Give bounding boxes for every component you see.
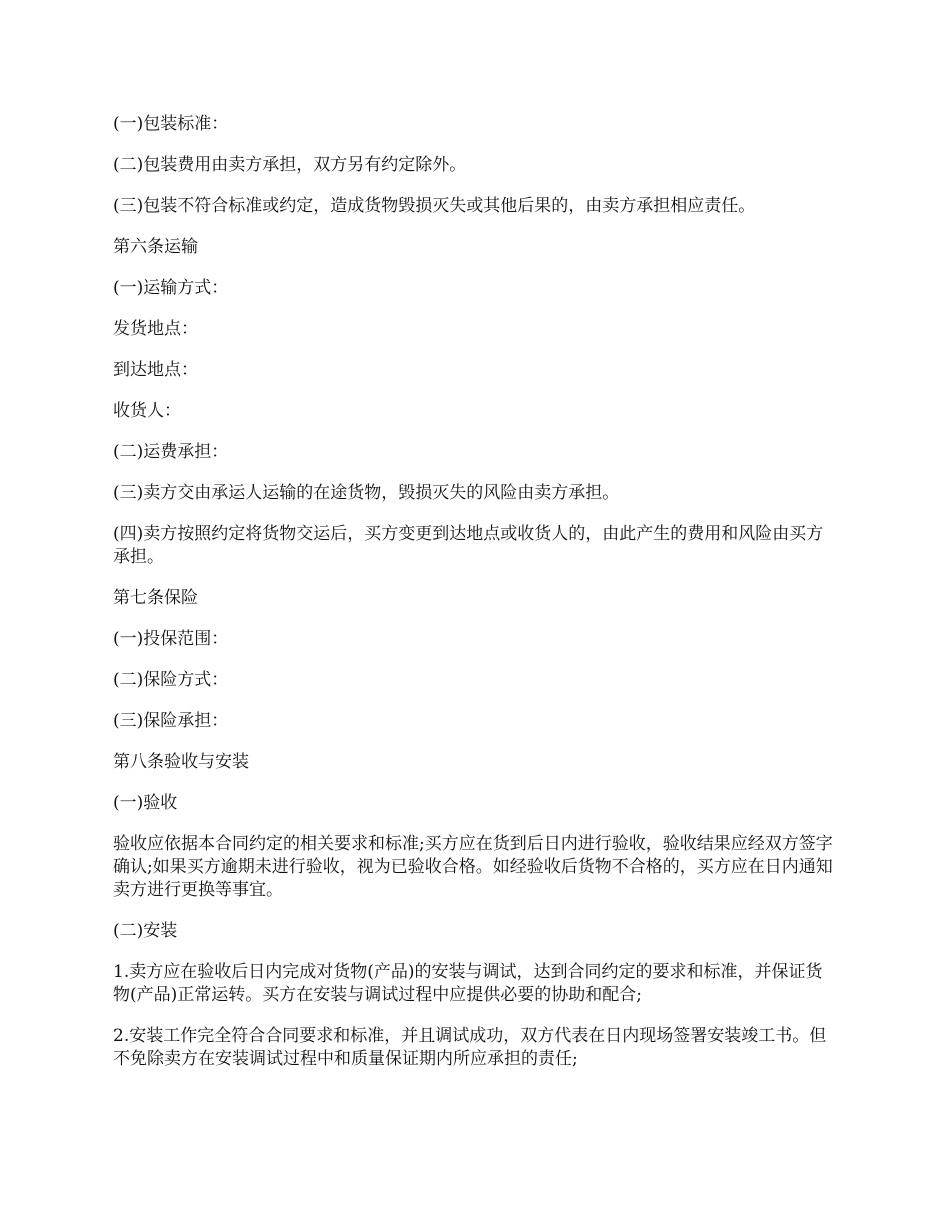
- subheading-acceptance: (一)验收: [113, 793, 178, 813]
- section-heading-insurance: 第七条保险: [113, 588, 198, 608]
- paragraph-insurance-bearer: (三)保险承担：: [113, 711, 229, 731]
- section-heading-acceptance-installation: 第八条验收与安装: [113, 752, 249, 772]
- paragraph-insurance-method: (二)保险方式：: [113, 670, 229, 690]
- section-heading-transport: 第六条运输: [113, 237, 198, 257]
- paragraph-consignee: 收货人：: [113, 401, 181, 421]
- subheading-installation: (二)安装: [113, 921, 178, 941]
- paragraph-packaging-cost: (二)包装费用由卖方承担，双方另有约定除外。: [113, 155, 467, 175]
- paragraph-packaging-standard: (一)包装标准：: [113, 114, 229, 134]
- paragraph-freight-cost: (二)运费承担：: [113, 442, 229, 462]
- paragraph-destination-change: (四)卖方按照约定将货物交运后，买方变更到达地点或收货人的，由此产生的费用和风险由买方承担。: [113, 524, 824, 567]
- paragraph-packaging-liability: (三)包装不符合标准或约定，造成货物毁损灭失或其他后果的，由卖方承担相应责任。: [113, 196, 756, 216]
- document-body: [113, 113, 837, 1089]
- paragraph-installation-item-2: 2.安装工作完全符合合同要求和标准，并且调试成功，双方代表在日内现场签署安装竣工书。但不免除卖方在安装调试过程中和质量保证期内所应承担的责任;: [113, 1026, 827, 1069]
- paragraph-transit-risk: (三)卖方交由承运人运输的在途货物，毁损灭失的风险由卖方承担。: [113, 483, 620, 503]
- paragraph-insurance-scope: (一)投保范围：: [113, 629, 229, 649]
- paragraph-arrival-location: 到达地点：: [113, 360, 198, 380]
- paragraph-transport-method: (一)运输方式：: [113, 278, 229, 298]
- paragraph-installation-item-1: 1.卖方应在验收后日内完成对货物(产品)的安装与调试，达到合同约定的要求和标准，并保证货物(产品)正常运转。买方在安装与调试过程中应提供必要的协助和配合;: [113, 962, 823, 1005]
- paragraph-shipping-location: 发货地点：: [113, 319, 198, 339]
- paragraph-acceptance-terms: 验收应依据本合同约定的相关要求和标准;买方应在货到后日内进行验收，验收结果应经双方签字确认;如果买方逾期未进行验收，视为已验收合格。如经验收后货物不合格的，买方应在日内通知卖方进行更换等事宜。: [113, 834, 833, 900]
